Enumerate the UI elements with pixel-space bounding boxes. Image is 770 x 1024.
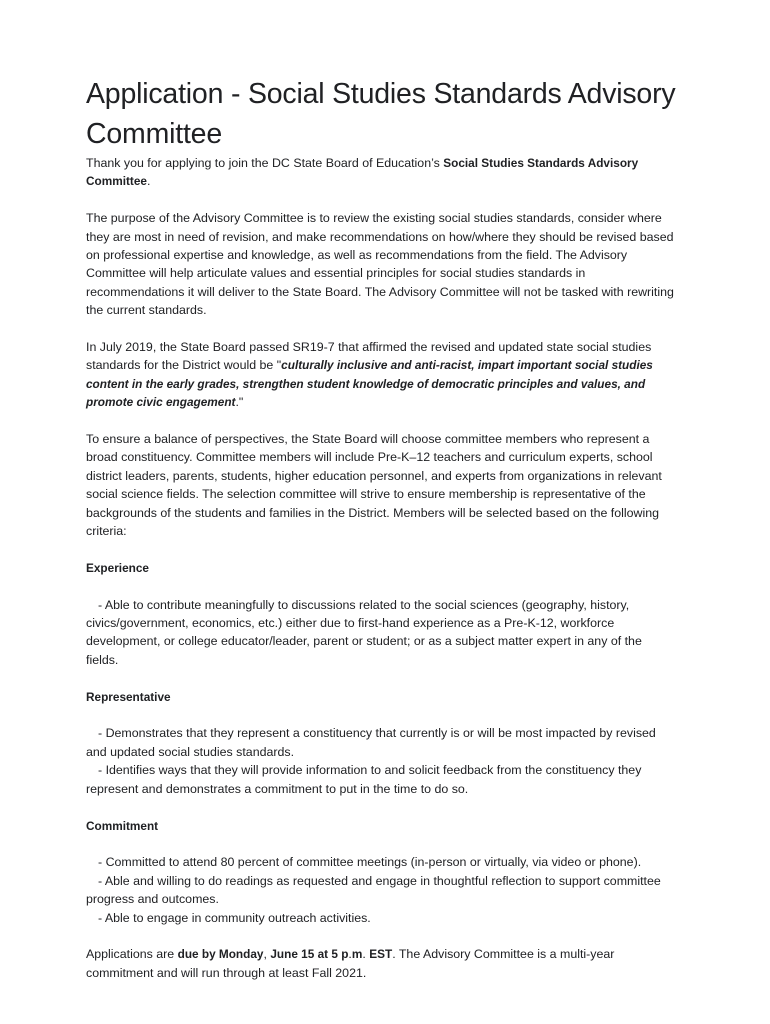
commitment-item: - Committed to attend 80 percent of committee meetings (in-person or virtually, via video or phone). — [98, 855, 642, 870]
intro-suffix: . — [146, 174, 151, 189]
experience-heading: Experience — [86, 560, 149, 575]
july-paragraph — [86, 338, 676, 412]
representative-list — [86, 724, 676, 798]
deadline-paragraph — [86, 945, 676, 982]
deadline-date: June 15 at 5 p — [270, 947, 349, 962]
resolution-quote: culturally inclusive and anti-racist, impart important social studies content in the early grades, strengthen student knowledge of democratic principles and values, and promote civic engagement — [86, 358, 653, 410]
representative-item: - Demonstrates that they represent a constituency that currently is or will be most impacted by revised and updated social studies standards. — [86, 726, 656, 759]
deadline-sep: , — [263, 947, 271, 962]
deadline-m: m — [351, 947, 363, 962]
experience-item: - Able to contribute meaningfully to discussions related to the social sciences (geography, history, civics/government, economics, etc.) either due to first-hand experience as a Pre-K-12, workforce development, or college educator/leader, parent or student; or as a subject matter expert in any of the fields. — [86, 597, 642, 667]
experience-list — [86, 596, 676, 670]
july-suffix: ." — [235, 395, 244, 410]
commitment-heading: Commitment — [86, 818, 159, 833]
deadline-suffix: . The Advisory Committee is a multi-year commitment and will run through at least Fall 2021. — [86, 947, 615, 980]
balance-paragraph: To ensure a balance of perspectives, the State Board will choose committee members who represent a broad constituency. Committee members will include Pre-K–12 teachers and curriculum experts, school district leaders, parents, students, higher education personnel, and experts from organizations in relevant social science fields. The selection committee will strive to ensure membership is representative of the backgrounds of the students and families in the District. Members will be selected based on the following criteria: — [86, 432, 662, 539]
deadline-timezone: EST — [369, 947, 393, 962]
committee-name: Social Studies Standards Advisory Committee — [86, 156, 639, 189]
deadline-dot: . — [348, 947, 352, 962]
description-body — [86, 154, 676, 1001]
purpose-paragraph: The purpose of the Advisory Committee is to review the existing social studies standards, consider where they are most in need of revision, and make recommendations on how/where they should be revised based on professional expertise and knowledge, as well as recommendations from the field. The Advisory Committee will help articulate values and essential principles for social studies standards in recommendations it will deliver to the State Board. The Advisory Committee will not be tasked with rewriting the current standards. — [86, 211, 674, 318]
commitment-item: - Able to engage in community outreach activities. — [98, 910, 371, 925]
deadline-day: due by Monday — [177, 947, 264, 962]
intro-paragraph — [86, 154, 676, 191]
intro-text: Thank you for applying to join the DC State Board of Education’s — [86, 156, 444, 170]
representative-item: - Identifies ways that they will provide information to and solicit feedback from the constituency they represent and demonstrates a commitment to put in the time to do so. — [86, 763, 642, 796]
page-title: Application - Social Studies Standards Advisory Committee — [86, 78, 676, 150]
commitment-item: - Able and willing to do readings as requested and engage in thoughtful reflection to support committee progress and outcomes. — [86, 873, 661, 907]
july-text: In July 2019, the State Board passed SR19-7 that affirmed the revised and updated state social studies standards for the District would be " — [86, 340, 652, 373]
commitment-list — [86, 853, 676, 927]
representative-heading: Representative — [86, 689, 171, 704]
deadline-dot2: . — [362, 947, 370, 962]
deadline-text: Applications are — [86, 947, 178, 962]
